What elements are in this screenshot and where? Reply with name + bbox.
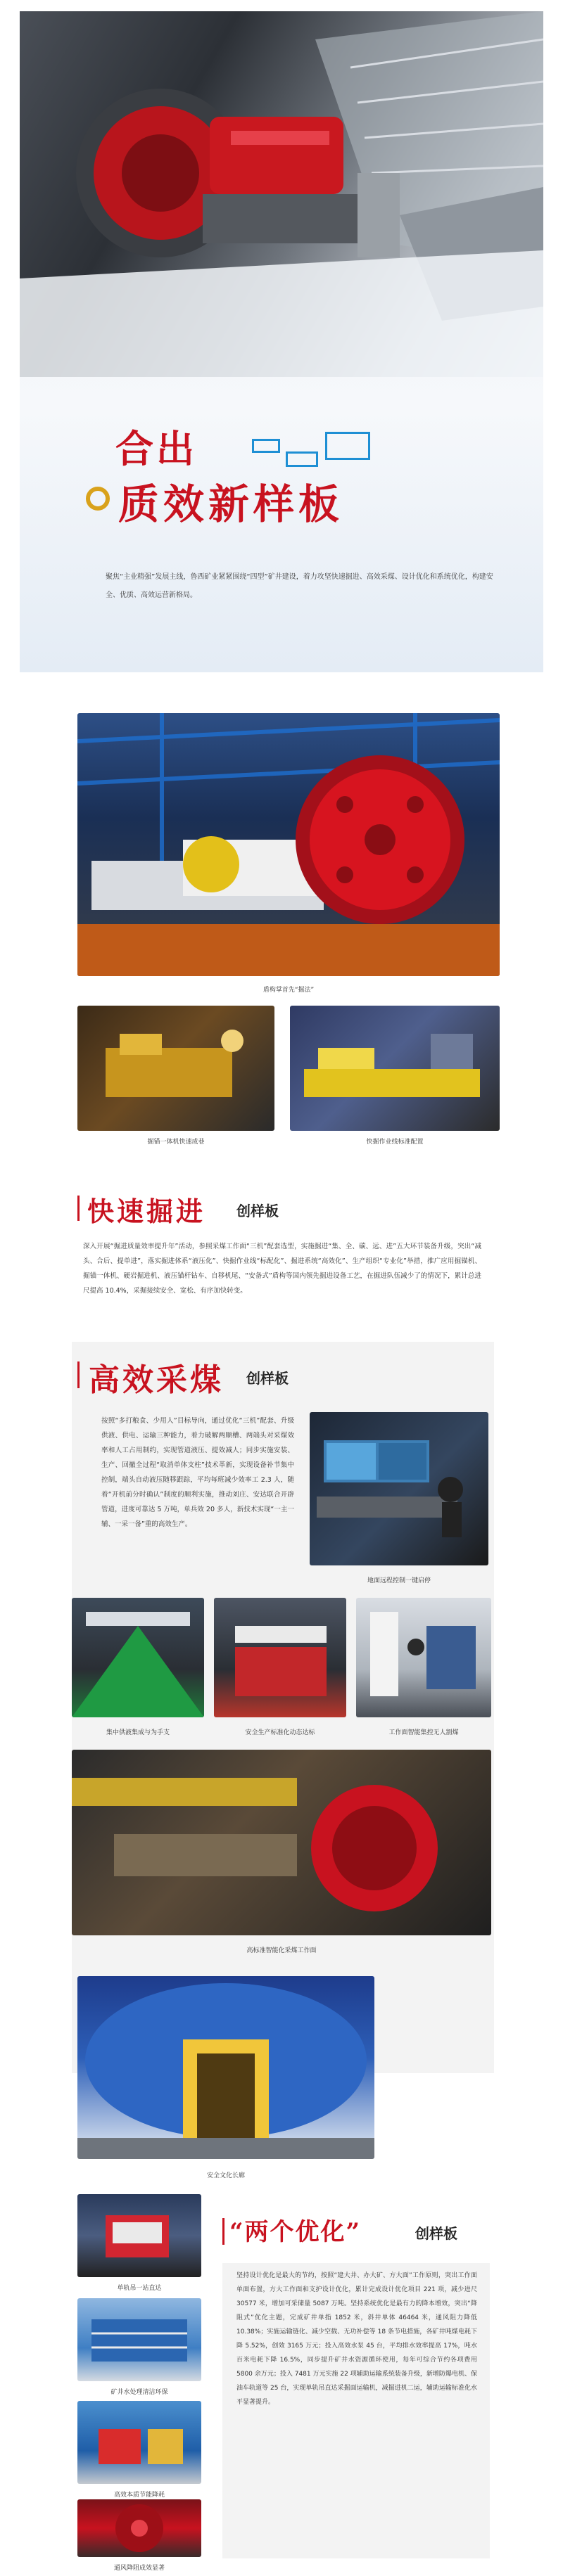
- section-tag-coal: 创样板: [246, 1370, 289, 1387]
- section-text-optimize: 坚持设计优化是最大的节约，按照“建大井、办大矿、方大面”工作原则，突出工作面单面布置，方大工作面和支护设计优化，累计完成设计优化项目 221 项，减少进尺 30577 米，增加可采储量 5087 万吨。坚持系统优化是最有力的降本增效，突出“降阻式”优化主题，完成矿井单指 1852 米，斜井单体 46464 米，通风阻力降低 10.38%；实施运输链化、减少空载、无功补偿等 18 条节电措施，各矿井吨煤电耗下降 5.52%，创效 3165 万元；投入高效水泵 45 台，平均排水效率提高 17%，吨水百米电耗下降 16.5%，同步提升矿井水资源循环使用，每年可综合节约各项费用 5800 余万元；投入 7481 万元实施 22 项辅助运输系统装备升级，新增防爆电机、保油车轨道等 25 台，实现单轨吊直达采掘面运输机，减掘进机二运，辅助运输标准化水平显著提升。: [236, 2272, 477, 2406]
- caption-remote-control: 地面远程控制一键启停: [367, 1577, 431, 1584]
- section-bar-coal: [77, 1361, 80, 1388]
- section-title-coal: 高效采煤: [89, 1362, 224, 1398]
- photo-bolter: [77, 1006, 274, 1131]
- title-decor-squares: [252, 432, 372, 474]
- hero-intro: 聚焦“主业精强”发展主线，鲁西矿业紧紧围绕“四型”矿井建设，着力攻坚快速掘进、高效采煤、设计优化和系统优化，构建安全、优质、高效运营新格局。: [106, 573, 493, 599]
- section-text-fast: 深入开展“掘进质量效率提升年”活动，参照采煤工作面“三机”配套选型，实施掘进“集、全、碳、远、进”五大环节装备升级，突出“减头、合后、提单进”，落实掘进体系“液压化”、快掘作业线“标配化”、掘进系统“高效化”、生产组织“专业化”举措，推广应用掘锚机、掘锚一体机、硬岩掘进机、液压锚杆钻车、自移机尾、“安备式”盾构等国内领先掘进设备工艺，在掘进队伍减少了的情况下，累计总进尺提高 10.4%，采掘接续安全、宽松、有序加快转变。: [83, 1243, 481, 1295]
- caption-bolter: 掘锚一体机快速成巷: [147, 1139, 205, 1146]
- shearer-illustration: [20, 11, 543, 377]
- hero-title-line2: 质效新样板: [118, 480, 344, 528]
- section-title-fast: 快速掘进: [87, 1196, 206, 1227]
- caption-water-treatment: 矿井水处理清洁环保: [110, 2389, 168, 2396]
- photo-safety-standard: [214, 1598, 346, 1717]
- caption-fastline: 快掘作业线标准配置: [366, 1139, 424, 1146]
- section-tag-optimize: 创样板: [415, 2225, 457, 2242]
- photo-intelligent-control: [356, 1598, 491, 1717]
- photo-safety-corridor: [77, 1976, 374, 2159]
- caption-ventilation: 通风降阻成效显著: [113, 2565, 165, 2572]
- photo-fastline: [290, 1006, 500, 1131]
- photo-water-treatment: [77, 2298, 201, 2381]
- title-ring-icon: [86, 487, 110, 511]
- photo-smart-face: [72, 1750, 491, 1935]
- caption-fluid-supply: 集中供液集成与为手支: [106, 1729, 170, 1736]
- section-bar-fast: [77, 1196, 80, 1221]
- photo-ventilation: [77, 2499, 201, 2557]
- caption-smart-face: 高标准智能化采煤工作面: [246, 1947, 317, 1954]
- caption-safety-standard: 安全生产标准化动态达标: [245, 1729, 315, 1736]
- section-text-coal: 按照“多打粮食、少用人”目标导向，通过优化“三机”配套、升级供液、供电、运输三种能力，着力破解两顺槽、两端头对采煤效率和人工占用制约，实现管道液压、提效减人；同步实施安装、生产、回撤全过程“取消单体支柱”技术革新，实现设备补节集中控制，端头自动液压随移跟踪，平均每班减少效率工 2.3 人，随着“开机前分时确认”制度的顺利实施，推动刘庄、安达联合开辟管道，进度可靠达 5 万吨，单兵效 20 多人，新技术实现“一主一辅、一采一备”重的高效生产。: [101, 1417, 294, 1528]
- photo-monorail: [77, 2194, 201, 2277]
- photo-tbm: [77, 713, 500, 976]
- caption-tbm: 盾构掌首先“掘法”: [262, 987, 315, 994]
- photo-energy-saving: [77, 2401, 201, 2484]
- photo-fluid-supply: [72, 1598, 204, 1717]
- hero-title-line1: 合出: [115, 426, 197, 471]
- photo-remote-control: [310, 1412, 488, 1565]
- section-tag-fast: 创样板: [236, 1203, 279, 1219]
- caption-energy-saving: 高效本质节能降耗: [113, 2492, 165, 2499]
- caption-safety-corridor: 安全文化长廊: [206, 2172, 245, 2179]
- caption-intelligent-control: 工作面智能集控无人割煤: [388, 1729, 459, 1736]
- hero-panel: [20, 11, 543, 672]
- hero-image: [20, 11, 543, 377]
- caption-monorail: 单轨吊一站直达: [117, 2285, 162, 2292]
- section-bar-optimize: [222, 2218, 224, 2245]
- section-title-optimize: “两个优化”: [229, 2218, 362, 2246]
